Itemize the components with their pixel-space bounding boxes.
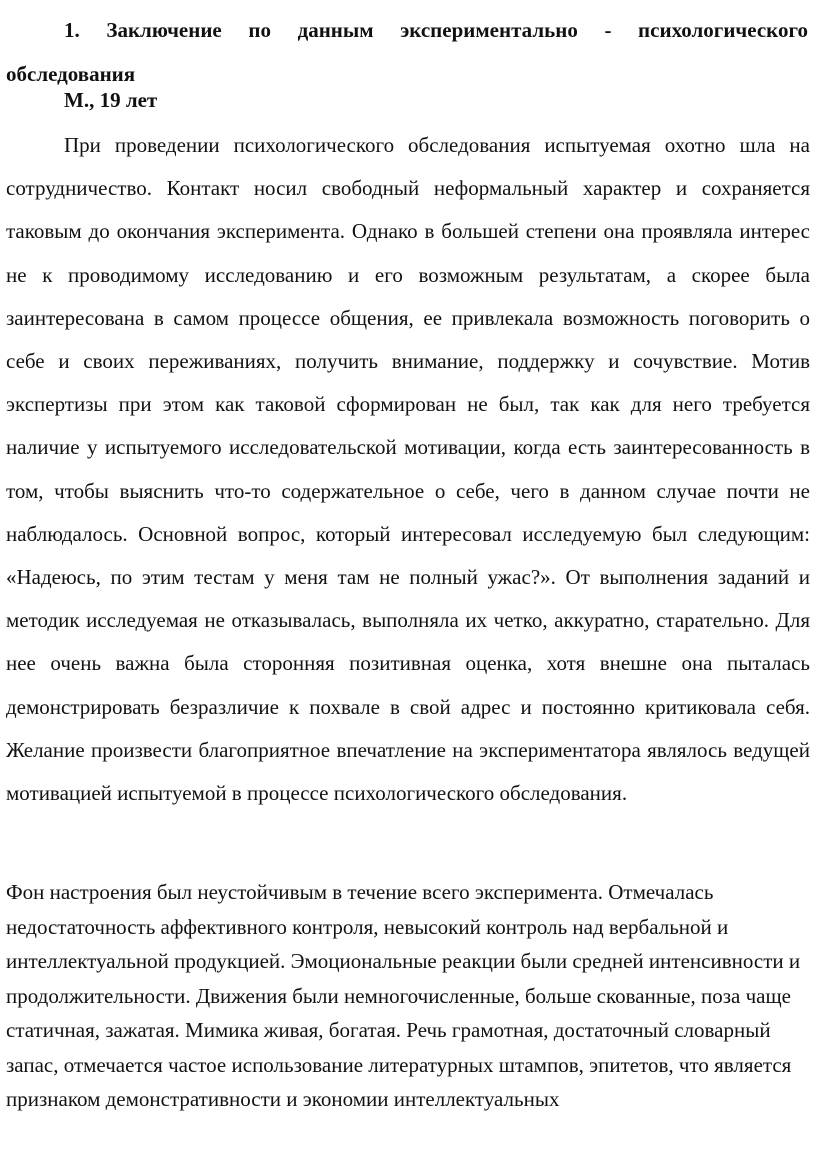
body-paragraph-observation: При проведении психологического обследования испытуемая охотно шла на сотрудничество. Контакт носил свободный неформальный характер и сохраняется таковым до окончания эксперимента. Однако в большей степени она проявляла интерес не к проводимому исследованию и его возможным результатам, а скорее была заинтересована в самом процессе общения, ее привлекала возможность поговорить о себе и своих переживаниях, получить внимание, поддержку и сочувствие. Мотив экспертизы при этом как таковой сформирован не был, так как для него требуется наличие у испытуемого исследовательской мотивации, когда есть заинтересованность в том, чтобы выяснить что-то содержательное о себе, чего в данном случае почти не наблюдалось. Основной вопрос, который интересовал исследуемую был следующим: «Надеюсь, по этим тестам у меня там не полный ужас?». От выполнения заданий и методик исследуемая не отказывалась, выполняла их четко, аккуратно, старательно. Для нее очень важна была сторонняя позитивная оценка, хотя внешне она пыталась демонстрировать безразличие к похвале в свой адрес и постоянно критиковала себя. Желание произвести благоприятное впечатление на экспериментатора являлось ведущей мотивацией испытуемой в процессе психологического обследования.: [6, 133, 810, 806]
section-heading: 1. Заключение по данным экспериментально - психологического обследования: [6, 18, 808, 86]
body-paragraph-mood: Фон настроения был неустойчивым в течение всего эксперимента. Отмечалась недостаточность аффективного контроля, невысокий контроль над вербальной и интеллектуальной продукцией. Эмоциональные реакции были средней интенсивности и продолжительности. Движения были немногочисленные, больше скованные, поза чаще статичная, зажатая. Мимика живая, богатая. Речь грамотная, достаточный словарный запас, отмечается частое использование литературных штампов, эпитетов, что является признаком демонстративности и экономии интеллектуальных: [6, 880, 801, 1111]
subject-label: М., 19 лет: [64, 88, 158, 112]
